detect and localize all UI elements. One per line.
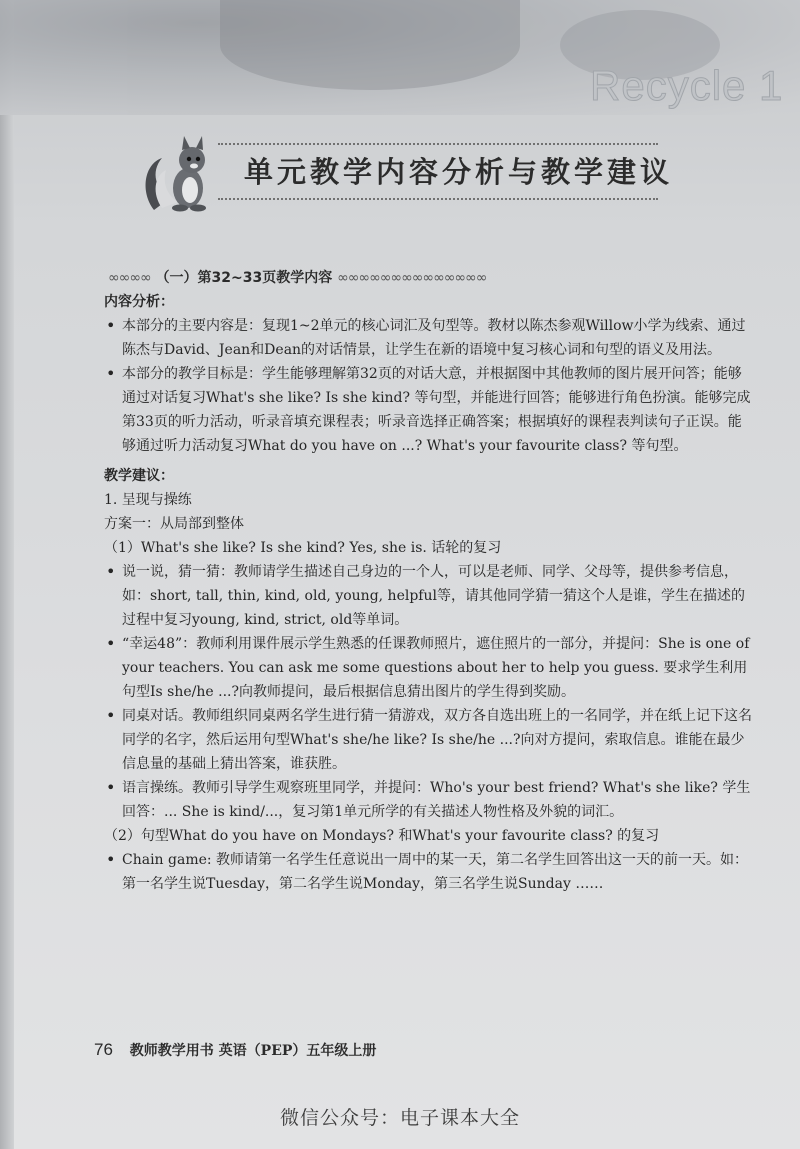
title-divider-top [218, 143, 658, 145]
watermark: 微信公众号：电子课本大全 [279, 1107, 520, 1129]
heading-decoration: ∞∞∞∞ [108, 270, 151, 286]
title-divider-bottom [218, 198, 658, 200]
page-edge-shadow [0, 0, 14, 1149]
banner-decoration [220, 0, 520, 90]
list-item: • 语言操练。教师引导学生观察班里同学，并提问：Who's your best friend? What's she like? 学生回答：... She is kind/...，复习第1单元所学的有关描述人物性格及外貌的词汇。 [104, 776, 754, 824]
teaching-suggestions-label: 教学建议： [104, 468, 174, 484]
subheading: 1. 呈现与操练 [104, 492, 192, 508]
header-banner [0, 0, 800, 115]
page-footer [94, 1040, 376, 1060]
squirrel-icon [140, 132, 220, 214]
list-item: • Chain game: 教师请第一名学生任意说出一周中的某一天，第二名学生回答出这一天的前一天。如：第一名学生说Tuesday，第二名学生说Monday，第三名学生说Sunday …… [104, 848, 754, 896]
section-heading [108, 267, 486, 287]
page-title: 单元教学内容分析与教学建议 [244, 155, 674, 189]
plan-heading: 方案一：从局部到整体 [104, 516, 244, 532]
list-item: • 同桌对话。教师组织同桌两名学生进行猜一猜游戏，双方各自选出班上的一名同学，并在纸上记下这名同学的名字，然后运用句型What's she/he like? Is she/he ...?向对方提问，索取信息。谁能在最少信息量的基础上猜出答案，谁获胜。 [104, 704, 754, 776]
heading-decoration: ∞∞∞∞∞∞∞∞∞∞∞∞∞∞ [337, 270, 487, 286]
subsection-heading: （2）句型What do you have on Mondays? 和What's your favourite class? 的复习 [104, 828, 660, 844]
list-item: • 本部分的教学目标是：学生能够理解第32页的对话大意，并根据图中其他教师的图片展开问答；能够通过对话复习What's she like? Is she kind? 等句型，并能进行回答；能够进行角色扮演。能够完成第33页的听力活动，听录音填充课程表；听录音选择正确答案；根据填好的课程表判读句子正误。能够通过听力活动复习What do you have on ...? What's your favourite class? 等句型。 [104, 362, 754, 458]
page-number: 76 [94, 1040, 113, 1059]
list-item: • 本部分的主要内容是：复现1~2单元的核心词汇及句型等。教材以陈杰参观Willow小学为线索、通过陈杰与David、Jean和Dean的对话情景，让学生在新的语境中复习核心词和句型的语义及用法。 [104, 314, 754, 362]
book-title: 教师教学用书 英语（PEP）五年级上册 [129, 1043, 377, 1059]
section-heading-text: （一）第32~33页教学内容 [155, 270, 333, 286]
subsection-heading: （1）What's she like? Is she kind? Yes, she is. 话轮的复习 [104, 540, 502, 556]
list-item: • 说一说，猜一猜：教师请学生描述自己身边的一个人，可以是老师、同学、父母等，提供参考信息，如：short, tall, thin, kind, old, young, helpful等，请其他同学猜一猜这个人是谁，学生在描述的过程中复习young, kind, strict, old等单词。 [104, 560, 754, 632]
list-item: • “幸运48”：教师利用课件展示学生熟悉的任课教师照片，遮住照片的一部分，并提问：She is one of your teachers. You can ask me some questions about her to help you guess. 要求学生利用句型Is she/he ...?向教师提问，最后根据信息猜出图片的学生得到奖励。 [104, 632, 754, 704]
content-analysis-label: 内容分析： [104, 294, 174, 310]
main-content [104, 290, 754, 896]
recycle-logo-text: Recycle 1 [590, 62, 784, 109]
